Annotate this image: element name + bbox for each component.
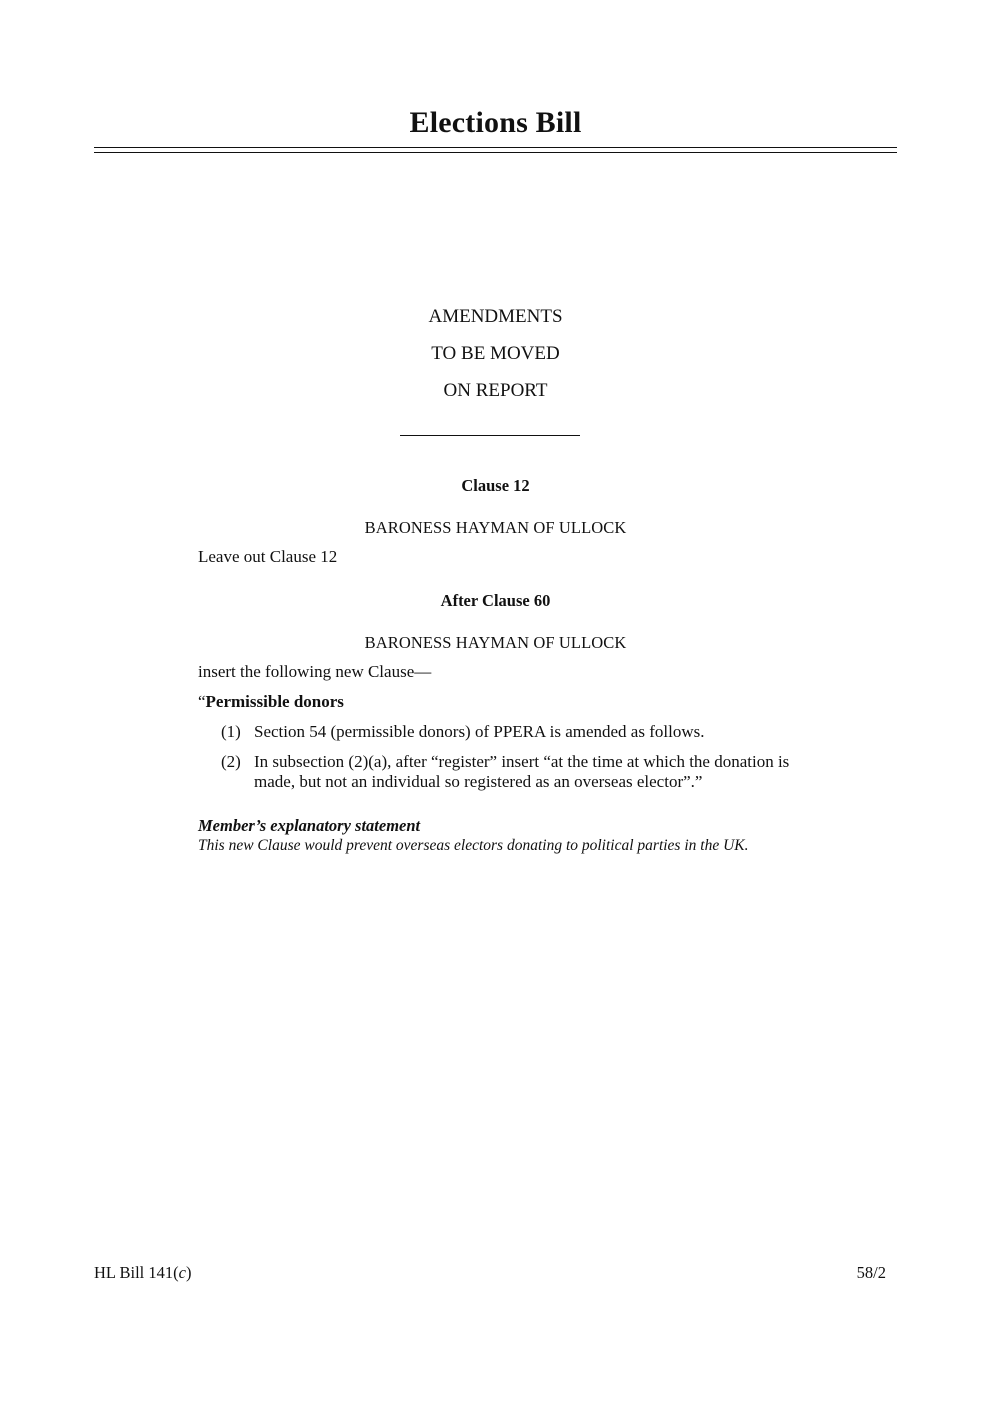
heading-line-amendments: AMENDMENTS [428,306,563,327]
bill-ref-italic: c [178,1263,186,1282]
title-rule-lower [94,152,897,153]
amendment-text: insert the following new Clause— [198,662,432,681]
bill-ref-prefix: HL Bill 141( [94,1263,179,1282]
document-heading [0,305,991,416]
subsection-text-line: In subsection (2)(a), after “register” insert “at the time at which the donation is [254,752,790,771]
bill-ref-suffix: ) [185,1263,192,1282]
page-reference: 58/2 [856,1263,886,1282]
subsection-text: Section 54 (permissible donors) of PPERA is amended as follows. [254,722,705,741]
subsection-text-line: made, but not an individual so registered as an overseas elector”.” [254,772,703,791]
heading-divider [400,435,580,436]
member-name: BARONESS HAYMAN OF ULLOCK [364,633,627,652]
amendment-text: Leave out Clause 12 [198,547,338,566]
open-quote: “ [198,692,206,711]
heading-line-to-be-moved: TO BE MOVED [431,343,560,364]
title-rule-upper [94,147,897,148]
bill-reference [94,1263,191,1283]
explanatory-statement-heading: Member’s explanatory statement [198,816,421,835]
subsection-number: (2) [221,752,241,771]
heading-line-on-report: ON REPORT [443,380,548,401]
new-clause-title-text: Permissible donors [205,692,344,711]
subsection [221,722,901,742]
subsection-number: (1) [221,722,241,741]
member-name: BARONESS HAYMAN OF ULLOCK [364,518,627,537]
bill-title: Elections Bill [409,106,582,139]
clause-heading: Clause 12 [461,476,530,495]
clause-heading: After Clause 60 [440,591,551,610]
new-clause-title [198,692,344,712]
subsection [221,752,901,792]
explanatory-statement-text: This new Clause would prevent overseas electors donating to political parties in the UK. [198,837,749,854]
